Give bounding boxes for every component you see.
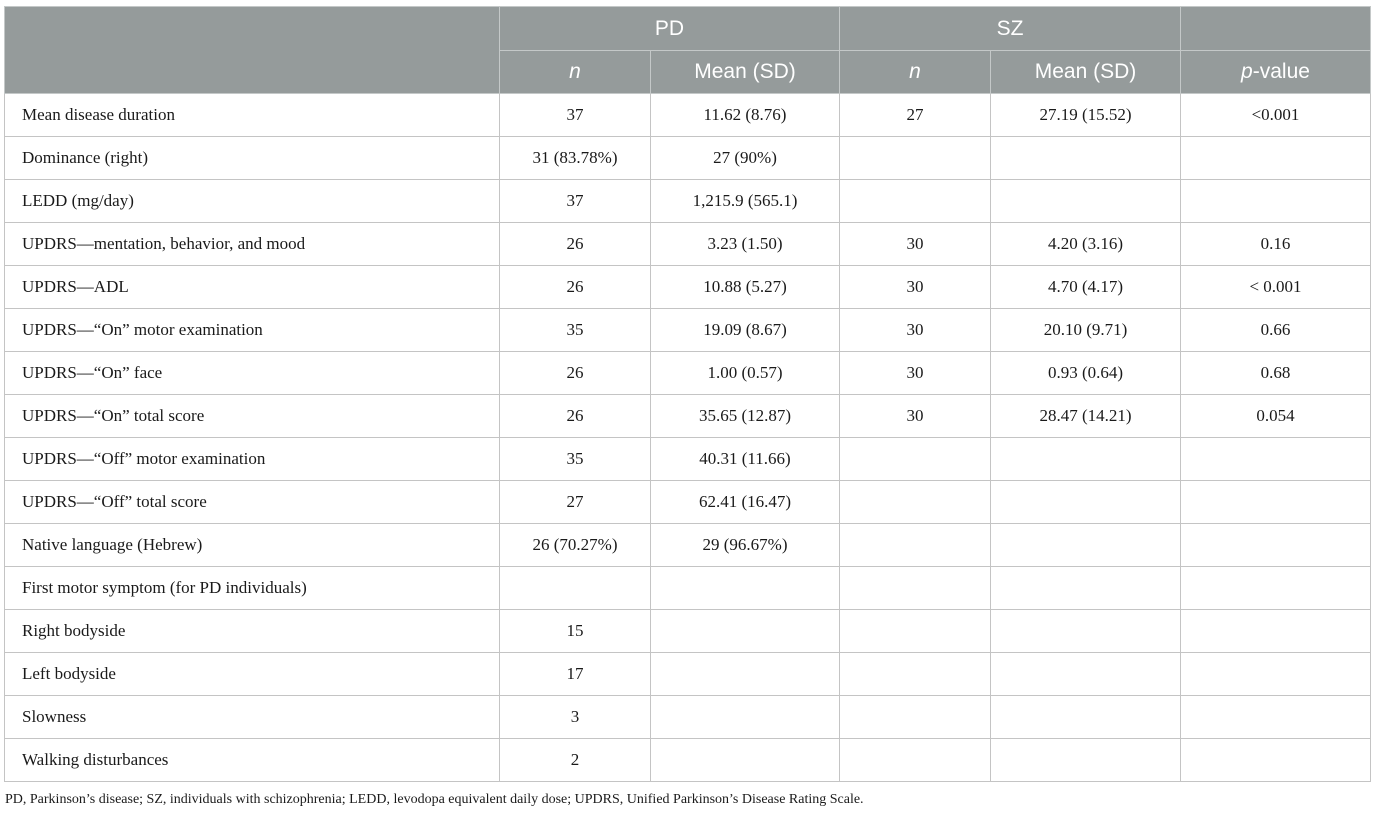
cell-p-value: 0.054 — [1181, 395, 1371, 438]
table-footnote: PD, Parkinson’s disease; SZ, individuals with schizophrenia; LEDD, levodopa equivalent daily dose; UPDRS, Unified Parkinson’s Disease Rating Scale. — [5, 792, 864, 807]
cell-p-value — [1181, 610, 1371, 653]
cell-sz-mean-sd — [991, 524, 1181, 567]
row-label: Walking disturbances — [5, 739, 500, 782]
cell-p-value: 0.66 — [1181, 309, 1371, 352]
table-row — [5, 266, 1371, 309]
cell-sz-mean-sd — [991, 696, 1181, 739]
cell-p-value — [1181, 696, 1371, 739]
cell-pd-mean-sd: 29 (96.67%) — [651, 524, 840, 567]
table-body — [5, 94, 1371, 782]
cell-pd-mean-sd — [651, 653, 840, 696]
cell-sz-mean-sd — [991, 567, 1181, 610]
cell-sz-mean-sd: 4.20 (3.16) — [991, 223, 1181, 266]
table-row — [5, 567, 1371, 610]
cell-sz-n — [840, 696, 991, 739]
cell-sz-n: 30 — [840, 266, 991, 309]
cell-sz-n: 27 — [840, 94, 991, 137]
table-row — [5, 524, 1371, 567]
cell-pd-mean-sd: 1.00 (0.57) — [651, 352, 840, 395]
cell-sz-mean-sd — [991, 653, 1181, 696]
table-row — [5, 137, 1371, 180]
cell-p-value: < 0.001 — [1181, 266, 1371, 309]
cell-sz-mean-sd: 4.70 (4.17) — [991, 266, 1181, 309]
cell-pd-n: 3 — [500, 696, 651, 739]
cell-sz-mean-sd: 20.10 (9.71) — [991, 309, 1181, 352]
cell-pd-mean-sd: 3.23 (1.50) — [651, 223, 840, 266]
cell-pd-mean-sd: 40.31 (11.66) — [651, 438, 840, 481]
cell-pd-n: 26 (70.27%) — [500, 524, 651, 567]
row-label: UPDRS—“On” motor examination — [5, 309, 500, 352]
header-row-groups — [5, 7, 1371, 51]
cell-p-value — [1181, 438, 1371, 481]
row-label: LEDD (mg/day) — [5, 180, 500, 223]
cell-p-value: 0.68 — [1181, 352, 1371, 395]
row-label: UPDRS—“On” face — [5, 352, 500, 395]
cell-pd-n — [500, 567, 651, 610]
cell-sz-n: 30 — [840, 223, 991, 266]
table-row — [5, 696, 1371, 739]
cell-p-value: <0.001 — [1181, 94, 1371, 137]
cell-pd-n: 31 (83.78%) — [500, 137, 651, 180]
cell-pd-n: 35 — [500, 438, 651, 481]
table-row — [5, 180, 1371, 223]
cell-sz-mean-sd: 27.19 (15.52) — [991, 94, 1181, 137]
cell-sz-n — [840, 137, 991, 180]
cell-sz-mean-sd: 0.93 (0.64) — [991, 352, 1181, 395]
row-label: Right bodyside — [5, 610, 500, 653]
cell-sz-mean-sd — [991, 739, 1181, 782]
row-label: Left bodyside — [5, 653, 500, 696]
cell-pd-n: 26 — [500, 395, 651, 438]
row-label: Dominance (right) — [5, 137, 500, 180]
table-row — [5, 223, 1371, 266]
table-container — [4, 6, 1370, 782]
cell-sz-n: 30 — [840, 309, 991, 352]
cell-pd-n: 26 — [500, 223, 651, 266]
cell-pd-mean-sd: 10.88 (5.27) — [651, 266, 840, 309]
table-row — [5, 352, 1371, 395]
cell-pd-mean-sd — [651, 739, 840, 782]
header-blank-cell — [5, 7, 500, 94]
table-row — [5, 653, 1371, 696]
cell-sz-mean-sd — [991, 610, 1181, 653]
cell-pd-n: 26 — [500, 266, 651, 309]
cell-pd-mean-sd: 1,215.9 (565.1) — [651, 180, 840, 223]
cell-sz-n — [840, 610, 991, 653]
cell-sz-mean-sd — [991, 481, 1181, 524]
cell-sz-mean-sd — [991, 180, 1181, 223]
table-row — [5, 309, 1371, 352]
header-blank-p-top — [1181, 7, 1371, 51]
cell-pd-mean-sd: 35.65 (12.87) — [651, 395, 840, 438]
cell-p-value — [1181, 567, 1371, 610]
cell-pd-mean-sd: 62.41 (16.47) — [651, 481, 840, 524]
cell-sz-n — [840, 653, 991, 696]
row-label: First motor symptom (for PD individuals) — [5, 567, 500, 610]
cell-p-value — [1181, 524, 1371, 567]
cell-pd-mean-sd: 11.62 (8.76) — [651, 94, 840, 137]
row-label: UPDRS—“On” total score — [5, 395, 500, 438]
cell-pd-mean-sd: 27 (90%) — [651, 137, 840, 180]
header-sz: SZ — [840, 7, 1181, 51]
row-label: UPDRS—“Off” total score — [5, 481, 500, 524]
cell-p-value — [1181, 137, 1371, 180]
row-label: UPDRS—ADL — [5, 266, 500, 309]
cell-sz-n — [840, 567, 991, 610]
cell-sz-n — [840, 524, 991, 567]
table-row — [5, 438, 1371, 481]
cell-pd-mean-sd: 19.09 (8.67) — [651, 309, 840, 352]
table-row — [5, 94, 1371, 137]
row-label: UPDRS—mentation, behavior, and mood — [5, 223, 500, 266]
cell-p-value — [1181, 481, 1371, 524]
cell-pd-n: 37 — [500, 94, 651, 137]
cell-pd-n: 35 — [500, 309, 651, 352]
table-row — [5, 395, 1371, 438]
cell-sz-n — [840, 438, 991, 481]
row-label: Native language (Hebrew) — [5, 524, 500, 567]
row-label: UPDRS—“Off” motor examination — [5, 438, 500, 481]
header-pd-mean-sd: Mean (SD) — [651, 51, 840, 94]
cell-pd-n: 37 — [500, 180, 651, 223]
header-sz-n: n — [840, 51, 991, 94]
cell-pd-n: 26 — [500, 352, 651, 395]
cell-sz-n: 30 — [840, 395, 991, 438]
cell-p-value — [1181, 739, 1371, 782]
cell-pd-n: 2 — [500, 739, 651, 782]
header-pd: PD — [500, 7, 840, 51]
cell-pd-mean-sd — [651, 610, 840, 653]
cell-sz-mean-sd — [991, 137, 1181, 180]
header-p-value — [1181, 51, 1371, 94]
table-header — [5, 7, 1371, 94]
cell-sz-mean-sd — [991, 438, 1181, 481]
row-label: Slowness — [5, 696, 500, 739]
cell-sz-n — [840, 481, 991, 524]
table-row — [5, 481, 1371, 524]
cell-pd-mean-sd — [651, 696, 840, 739]
cell-p-value — [1181, 180, 1371, 223]
cell-pd-n: 17 — [500, 653, 651, 696]
header-p-suffix: -value — [1252, 60, 1310, 83]
cell-pd-n: 27 — [500, 481, 651, 524]
cell-sz-mean-sd: 28.47 (14.21) — [991, 395, 1181, 438]
header-sz-mean-sd: Mean (SD) — [991, 51, 1181, 94]
cell-sz-n — [840, 180, 991, 223]
table-row — [5, 610, 1371, 653]
cell-sz-n: 30 — [840, 352, 991, 395]
cell-pd-mean-sd — [651, 567, 840, 610]
header-pd-n: n — [500, 51, 651, 94]
clinical-characteristics-table — [4, 6, 1371, 782]
table-row — [5, 739, 1371, 782]
row-label: Mean disease duration — [5, 94, 500, 137]
header-p-italic: p — [1241, 60, 1253, 83]
cell-p-value: 0.16 — [1181, 223, 1371, 266]
cell-p-value — [1181, 653, 1371, 696]
cell-pd-n: 15 — [500, 610, 651, 653]
cell-sz-n — [840, 739, 991, 782]
